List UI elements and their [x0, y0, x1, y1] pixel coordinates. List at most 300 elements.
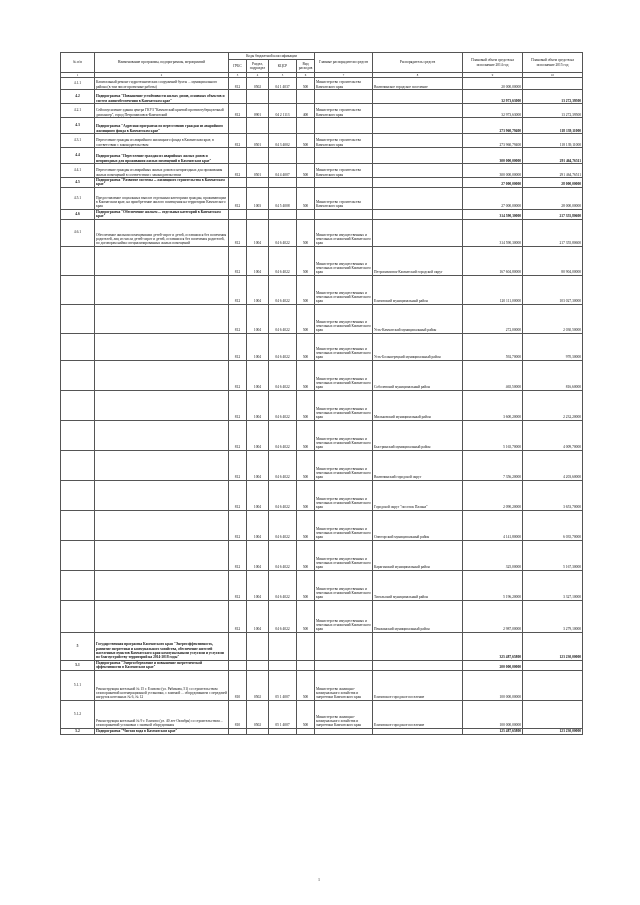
row-vid: 500	[297, 78, 315, 90]
row-name	[95, 600, 229, 632]
table-row	[61, 275, 583, 304]
row-razdel: 1003	[247, 187, 269, 209]
row-plan-2015: 2 030,50000	[523, 304, 583, 333]
row-vid: 500	[297, 510, 315, 540]
row-name	[95, 570, 229, 600]
row-razdel: 1004	[247, 275, 269, 304]
row-plan-2015: 4 009,70000	[523, 420, 583, 450]
row-plan-2014: 300 000,00000	[463, 164, 523, 178]
row-kcsr	[269, 148, 297, 164]
header-main-distributor: Главные распорядители средств	[315, 53, 373, 73]
row-grbs: 812	[229, 219, 247, 246]
row-kcsr: 04 6 4022	[269, 510, 297, 540]
row-grbs: 812	[229, 164, 247, 178]
table-row	[61, 104, 583, 118]
row-grbs: 812	[229, 420, 247, 450]
header-grbs: ГРБС	[229, 60, 247, 73]
row-grbs	[229, 90, 247, 104]
row-razdel	[247, 178, 269, 188]
row-name	[95, 390, 229, 420]
row-plan-2015: 291 464,76511	[523, 164, 583, 178]
row-razdel: 1004	[247, 540, 269, 570]
header-vid: Вид расходов	[297, 60, 315, 73]
row-razdel	[247, 209, 269, 219]
row-vid	[297, 632, 315, 660]
row-main-distributor: Министерство строительства Камчатского края	[315, 164, 373, 178]
row-kcsr	[269, 90, 297, 104]
row-plan-2014: 100 000,00000	[463, 670, 523, 700]
col-index: 5	[269, 73, 297, 78]
row-plan-2014: 300 000,00000	[463, 148, 523, 164]
row-grbs: 810	[229, 700, 247, 728]
row-razdel	[247, 90, 269, 104]
row-plan-2015: 2 232,20000	[523, 390, 583, 420]
row-grbs: 812	[229, 360, 247, 390]
row-plan-2015: 3 279,10000	[523, 600, 583, 632]
row-main-distributor: Министерство имущественных и земельных отношений Камчатского края	[315, 450, 373, 480]
row-number: 4.5.1	[61, 187, 95, 209]
row-number: 5.1.1	[61, 670, 95, 700]
row-distributor: Тигильский муниципальный район	[373, 570, 463, 600]
table-row	[61, 480, 583, 510]
row-kcsr: 04 6 4022	[269, 246, 297, 275]
row-number	[61, 360, 95, 390]
row-plan-2014: 314 590,30000	[463, 209, 523, 219]
row-name: Подпрограмма "Развитие системы ... жилищного строительства в Камчатском крае"	[95, 178, 229, 188]
row-plan-2015: 118 139,11000	[523, 134, 583, 148]
row-razdel	[247, 632, 269, 660]
row-distributor: Петропавловск-Камчатский городской округ	[373, 246, 463, 275]
row-name	[95, 333, 229, 360]
row-razdel: 1004	[247, 304, 269, 333]
table-row	[61, 187, 583, 209]
row-name	[95, 450, 229, 480]
header-plan-2014: Плановый объем средств на исполнение 2014 год	[463, 53, 523, 73]
table-row	[61, 450, 583, 480]
row-number	[61, 510, 95, 540]
row-number	[61, 420, 95, 450]
row-vid	[297, 90, 315, 104]
row-main-distributor: Министерство имущественных и земельных отношений Камчатского края	[315, 420, 373, 450]
row-name: Переселение граждан из аварийного жилищного фонда в Камчатском крае, в соответствии с законодательством	[95, 134, 229, 148]
row-name: Реконструкция котельной № 9 г. Елизово (ул. 40 лет Октября) со строительством ... газопоршневой установки с заменой оборудования	[95, 700, 229, 728]
row-name	[95, 275, 229, 304]
row-plan-2015: 103 027,30000	[523, 275, 583, 304]
row-distributor: Соболевский муниципальный район	[373, 360, 463, 390]
row-number: 4.5	[61, 178, 95, 188]
row-grbs	[229, 209, 247, 219]
row-main-distributor: Министерство имущественных и земельных отношений Камчатского края	[315, 275, 373, 304]
row-razdel: 1004	[247, 333, 269, 360]
row-plan-2015: 28 000,00000	[523, 187, 583, 209]
row-distributor	[373, 178, 463, 188]
row-razdel: 0502	[247, 670, 269, 700]
row-plan-2014: 272,00000	[463, 304, 523, 333]
row-grbs: 812	[229, 510, 247, 540]
table-body	[61, 78, 583, 735]
row-kcsr	[269, 728, 297, 734]
row-main-distributor: Министерство имущественных и земельных отношений Камчатского края	[315, 360, 373, 390]
row-grbs	[229, 178, 247, 188]
row-number: 4.4.1	[61, 164, 95, 178]
row-name: Переселение граждан из аварийных жилых домов и непригодных для проживания жилых помещений в соответствии с законодательством	[95, 164, 229, 178]
row-kcsr: 05 1 4007	[269, 670, 297, 700]
row-razdel: 0502	[247, 78, 269, 90]
header-distributor: Распорядитель средств	[373, 53, 463, 73]
table-row	[61, 660, 583, 670]
row-razdel: 0901	[247, 104, 269, 118]
row-number: 5	[61, 632, 95, 660]
row-plan-2014: 120 111,00000	[463, 275, 523, 304]
row-name	[95, 304, 229, 333]
row-kcsr: 04 5 4008	[269, 187, 297, 209]
row-main-distributor: Министерство строительства Камчатского края	[315, 104, 373, 118]
row-vid: 500	[297, 304, 315, 333]
row-kcsr: 04 6 4022	[269, 480, 297, 510]
table-row	[61, 390, 583, 420]
row-number	[61, 480, 95, 510]
row-name: Обеспечение жилыми помещениями детей-сирот и детей, оставшихся без попечения родителей, лиц из числа детей-сирот и детей, оставшихся без попечения родителей, по договорам найма специализированных жилых помещений	[95, 219, 229, 246]
row-plan-2014: 100 000,00000	[463, 700, 523, 728]
table-row	[61, 148, 583, 164]
row-number	[61, 275, 95, 304]
header-num: № п/п	[61, 53, 95, 73]
row-kcsr	[269, 660, 297, 670]
row-grbs	[229, 728, 247, 734]
row-main-distributor	[315, 728, 373, 734]
row-plan-2015	[523, 660, 583, 670]
row-kcsr: 04 6 4022	[269, 450, 297, 480]
row-main-distributor: Министерство имущественных и земельных отношений Камчатского края	[315, 304, 373, 333]
row-distributor: Карагинский муниципальный район	[373, 540, 463, 570]
row-kcsr: 04 6 4022	[269, 390, 297, 420]
row-number: 4.3.1	[61, 134, 95, 148]
row-distributor: Усть-Камчатский муниципальный район	[373, 304, 463, 333]
row-grbs: 812	[229, 480, 247, 510]
row-grbs	[229, 118, 247, 134]
row-plan-2015: 118 139,11000	[523, 118, 583, 134]
budget-table-sheet	[60, 52, 582, 735]
row-number	[61, 540, 95, 570]
row-grbs: 812	[229, 78, 247, 90]
row-vid: 500	[297, 480, 315, 510]
col-index: 9	[463, 73, 523, 78]
table-row	[61, 78, 583, 90]
row-name: Подпрограмма "Обеспечение жильем ... отдельных категорий в Камчатском крае"	[95, 209, 229, 219]
row-kcsr: 04 6 4022	[269, 600, 297, 632]
row-razdel	[247, 660, 269, 670]
row-distributor	[373, 187, 463, 209]
row-grbs: 812	[229, 104, 247, 118]
row-main-distributor: Министерство строительства Камчатского края	[315, 134, 373, 148]
row-name: Подпрограмма "Повышение устойчивости жилых домов, основных объектов и систем жизнеобеспечения в Камчатском крае"	[95, 90, 229, 104]
row-number: 4.6.1	[61, 219, 95, 246]
row-plan-2014: 314 590,30000	[463, 219, 523, 246]
table-row	[61, 333, 583, 360]
row-distributor	[373, 660, 463, 670]
row-razdel	[247, 728, 269, 734]
row-plan-2014: 5 196,20000	[463, 570, 523, 600]
col-index: 7	[315, 73, 373, 78]
row-distributor	[373, 118, 463, 134]
row-vid: 500	[297, 187, 315, 209]
row-name: Подпрограмма "Переселение граждан из аварийных жилых домов и непригодных для проживания жилых помещений в Камчатском крае"	[95, 148, 229, 164]
row-number: 5.1.2	[61, 700, 95, 728]
row-main-distributor: Министерство жилищно-коммунального хозяйства и энергетики Камчатского края	[315, 700, 373, 728]
row-plan-2014: 32 973,63000	[463, 90, 523, 104]
row-number: 5.2	[61, 728, 95, 734]
row-distributor: Вилючинский городской округ	[373, 450, 463, 480]
row-main-distributor: Министерство имущественных и земельных отношений Камчатского края	[315, 570, 373, 600]
row-kcsr: 04 6 4022	[269, 275, 297, 304]
row-vid: 500	[297, 360, 315, 390]
row-name: Государственная программа Камчатского края "Энергоэффективность, развитие энергетики и коммунального хозяйства, обеспечение жителей населенных пунктов Камчатского края коммунальными услугами и услугами по благоустройству территорий на 2014-2018 годы"	[95, 632, 229, 660]
row-kcsr	[269, 118, 297, 134]
row-grbs: 812	[229, 246, 247, 275]
row-name	[95, 246, 229, 275]
table-row	[61, 420, 583, 450]
row-razdel: 1004	[247, 450, 269, 480]
table-row	[61, 360, 583, 390]
row-plan-2015	[523, 700, 583, 728]
header-row-1	[61, 53, 583, 60]
row-grbs	[229, 148, 247, 164]
row-vid: 500	[297, 134, 315, 148]
row-razdel: 1004	[247, 480, 269, 510]
row-vid	[297, 118, 315, 134]
row-kcsr: 04 4 4007	[269, 164, 297, 178]
header-plan-2015: Плановый объем средств на исполнение 2015 год	[523, 53, 583, 73]
row-distributor: Олюторский муниципальный район	[373, 510, 463, 540]
row-vid: 500	[297, 540, 315, 570]
row-plan-2015: 970,30000	[523, 333, 583, 360]
row-main-distributor: Министерство строительства Камчатского края	[315, 187, 373, 209]
row-distributor	[373, 209, 463, 219]
row-distributor: Вилючинское городское поселение	[373, 78, 463, 90]
row-razdel: 1004	[247, 600, 269, 632]
row-name	[95, 480, 229, 510]
row-grbs: 812	[229, 134, 247, 148]
row-kcsr: 04 6 4022	[269, 570, 297, 600]
row-plan-2014: 125 487,65800	[463, 728, 523, 734]
row-name: Предоставление социальных выплат отдельным категориям граждан, проживающим в Камчатском крае, на приобретение жилого помещения на территории Камчатского края	[95, 187, 229, 209]
row-distributor: Усть-Большерецкий муниципальный район	[373, 333, 463, 360]
row-distributor	[373, 104, 463, 118]
row-number	[61, 450, 95, 480]
header-name: Наименование программы, подпрограммы, мероприятий	[95, 53, 229, 73]
row-vid: 500	[297, 246, 315, 275]
table-row	[61, 304, 583, 333]
row-number	[61, 600, 95, 632]
row-distributor: Мильковский муниципальный район	[373, 390, 463, 420]
col-index: 10	[523, 73, 583, 78]
table-row	[61, 164, 583, 178]
row-plan-2014: 273 960,79400	[463, 134, 523, 148]
row-grbs: 812	[229, 390, 247, 420]
row-plan-2015: 217 355,80600	[523, 209, 583, 219]
row-vid	[297, 209, 315, 219]
row-grbs: 810	[229, 670, 247, 700]
row-plan-2015: 13 272,39500	[523, 104, 583, 118]
row-main-distributor: Министерство жилищно-коммунального хозяйства и энергетики Камчатского края	[315, 670, 373, 700]
row-grbs: 812	[229, 187, 247, 209]
row-distributor: Елизовское городское поселение	[373, 670, 463, 700]
row-name: Реконструкция котельной № 15 г. Елизово (ул. Рябикова, 51) со строительством газопоршневой когенерационной установки, с заменой ... оборудованием с передачей нагрузок котельных № 6, № 12	[95, 670, 229, 700]
row-number: 4.1.1	[61, 78, 95, 90]
row-name: Подпрограмма "Чистая вода в Камчатском крае"	[95, 728, 229, 734]
row-razdel: 1004	[247, 360, 269, 390]
row-plan-2014: 200 000,00000	[463, 660, 523, 670]
row-plan-2015: 3 653,70000	[523, 480, 583, 510]
row-plan-2014: 2 090,20000	[463, 480, 523, 510]
row-razdel: 0501	[247, 164, 269, 178]
row-kcsr	[269, 209, 297, 219]
row-number: 4.2.1	[61, 104, 95, 118]
row-grbs: 812	[229, 540, 247, 570]
header-codes-group: Коды бюджетной классификации	[229, 53, 315, 60]
col-index: 4	[247, 73, 269, 78]
row-number: 5.1	[61, 660, 95, 670]
row-razdel: 1004	[247, 390, 269, 420]
row-main-distributor	[315, 209, 373, 219]
row-number: 4.6	[61, 209, 95, 219]
row-kcsr: 04 1 4037	[269, 78, 297, 90]
row-kcsr: 05 1 4007	[269, 700, 297, 728]
col-index: 6	[297, 73, 315, 78]
row-distributor	[373, 728, 463, 734]
row-distributor	[373, 90, 463, 104]
row-vid: 500	[297, 164, 315, 178]
row-name	[95, 360, 229, 390]
col-index: 8	[373, 73, 463, 78]
row-vid: 500	[297, 275, 315, 304]
row-vid: 500	[297, 570, 315, 600]
row-grbs: 812	[229, 570, 247, 600]
row-distributor	[373, 219, 463, 246]
row-grbs	[229, 632, 247, 660]
table-row	[61, 219, 583, 246]
row-kcsr: 04 6 4022	[269, 360, 297, 390]
row-vid: 500	[297, 700, 315, 728]
row-plan-2015: 217 355,80600	[523, 219, 583, 246]
row-grbs: 812	[229, 333, 247, 360]
row-razdel: 1004	[247, 570, 269, 600]
row-plan-2014: 325,00000	[463, 540, 523, 570]
row-plan-2014: 325 487,65800	[463, 632, 523, 660]
row-plan-2014: 5 165,70000	[463, 420, 523, 450]
row-vid: 400	[297, 104, 315, 118]
row-plan-2014: 2 987,00000	[463, 600, 523, 632]
row-grbs	[229, 660, 247, 670]
row-kcsr: 04 6 4022	[269, 219, 297, 246]
row-main-distributor	[315, 178, 373, 188]
table-row	[61, 632, 583, 660]
row-plan-2014: 27 000,00000	[463, 178, 523, 188]
row-razdel: 1004	[247, 510, 269, 540]
row-grbs: 812	[229, 275, 247, 304]
row-plan-2015: 123 230,00000	[523, 728, 583, 734]
table-row	[61, 700, 583, 728]
row-kcsr	[269, 178, 297, 188]
row-distributor: Городской округ "поселок Палана"	[373, 480, 463, 510]
row-plan-2015: 291 464,76511	[523, 148, 583, 164]
table-row	[61, 178, 583, 188]
table-row	[61, 540, 583, 570]
row-main-distributor: Министерство строительства Камчатского края	[315, 78, 373, 90]
row-kcsr: 04 6 4022	[269, 420, 297, 450]
header-razdel: Раздел, подраздел	[247, 60, 269, 73]
table-row	[61, 670, 583, 700]
row-main-distributor: Министерство имущественных и земельных отношений Камчатского края	[315, 600, 373, 632]
row-distributor: Елизовский муниципальный район	[373, 275, 463, 304]
row-name: Подпрограмма "Энергосбережение и повышение энергетической эффективности в Камчатском крае"	[95, 660, 229, 670]
row-vid: 500	[297, 219, 315, 246]
row-distributor: Пенжинский муниципальный район	[373, 600, 463, 632]
row-number	[61, 246, 95, 275]
row-number: 4.4	[61, 148, 95, 164]
row-distributor	[373, 148, 463, 164]
row-plan-2014: 3 600,20000	[463, 390, 523, 420]
row-vid: 500	[297, 333, 315, 360]
row-main-distributor: Министерство имущественных и земельных отношений Камчатского края	[315, 333, 373, 360]
row-vid: 500	[297, 420, 315, 450]
table-row	[61, 728, 583, 734]
table-row	[61, 90, 583, 104]
row-plan-2014: 273 960,79400	[463, 118, 523, 134]
row-main-distributor	[315, 148, 373, 164]
table-row	[61, 600, 583, 632]
row-kcsr: 04 6 4022	[269, 540, 297, 570]
col-index: 2	[95, 73, 229, 78]
row-plan-2014: 20 000,00000	[463, 78, 523, 90]
row-plan-2014: 32 973,63000	[463, 104, 523, 118]
row-name: Сейсмоусиление здания центра ГКУЗ "Камчатский краевой противотуберкулезный диспансер", город Петропавловск-Камчатский	[95, 104, 229, 118]
row-name: Капитальный ремонт гидротехнических сооружений бухты ... муниципального района (в том числе проектные работы)	[95, 78, 229, 90]
row-number	[61, 304, 95, 333]
budget-table	[60, 52, 583, 735]
col-index: 1	[61, 73, 95, 78]
row-plan-2014: 7 356,20000	[463, 450, 523, 480]
row-kcsr: 04 3 4002	[269, 134, 297, 148]
row-plan-2014: 592,70000	[463, 333, 523, 360]
row-plan-2015: 13 272,39500	[523, 90, 583, 104]
row-main-distributor: Министерство имущественных и земельных отношений Камчатского края	[315, 510, 373, 540]
row-main-distributor: Министерство имущественных и земельных отношений Камчатского края	[315, 540, 373, 570]
row-plan-2015: 5 167,30000	[523, 540, 583, 570]
row-plan-2014: 4 141,80000	[463, 510, 523, 540]
row-distributor	[373, 632, 463, 660]
row-plan-2015: 4 203,60000	[523, 450, 583, 480]
table-row	[61, 246, 583, 275]
row-plan-2015: 3 327,10000	[523, 570, 583, 600]
row-plan-2014: 27 000,00000	[463, 187, 523, 209]
row-main-distributor: Министерство имущественных и земельных отношений Камчатского края	[315, 390, 373, 420]
row-razdel: 1004	[247, 246, 269, 275]
row-number: 4.2	[61, 90, 95, 104]
row-kcsr: 04 6 4022	[269, 304, 297, 333]
row-vid	[297, 728, 315, 734]
row-plan-2015: 28 000,00000	[523, 178, 583, 188]
row-razdel: 0502	[247, 700, 269, 728]
row-razdel: 1004	[247, 219, 269, 246]
row-main-distributor	[315, 660, 373, 670]
row-kcsr	[269, 632, 297, 660]
row-vid	[297, 660, 315, 670]
row-vid	[297, 178, 315, 188]
row-vid: 500	[297, 670, 315, 700]
row-vid	[297, 148, 315, 164]
row-razdel: 0501	[247, 134, 269, 148]
